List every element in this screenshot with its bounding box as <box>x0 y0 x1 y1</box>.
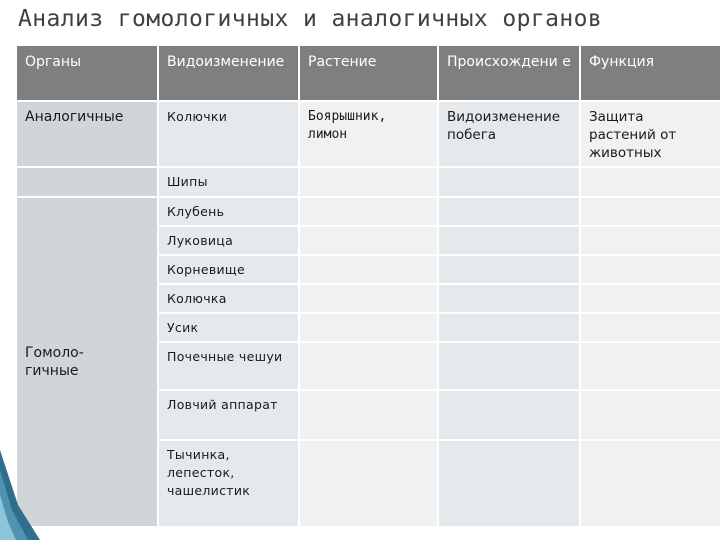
modification-cell: Колючки <box>158 101 299 167</box>
modification-cell: Шипы <box>158 167 299 196</box>
header-function: Функция <box>580 45 720 101</box>
function-cell <box>580 226 720 255</box>
origin-cell <box>438 313 580 342</box>
plant-cell: Боярышник, лимон <box>299 101 438 167</box>
header-organs: Органы <box>16 45 158 101</box>
group-homologous: Гомоло- гичные <box>16 197 158 527</box>
function-cell <box>580 440 720 527</box>
origin-cell <box>438 390 580 440</box>
plant-cell <box>299 313 438 342</box>
slide-title: Анализ гомологичных и аналогичных органов <box>18 6 603 32</box>
function-cell <box>580 167 720 196</box>
modification-cell: Колючка <box>158 284 299 313</box>
modification-cell: Ловчий аппарат <box>158 390 299 440</box>
modification-cell: Луковица <box>158 226 299 255</box>
function-cell <box>580 284 720 313</box>
header-origin: Происхождени е <box>438 45 580 101</box>
header-plant: Растение <box>299 45 438 101</box>
function-cell <box>580 313 720 342</box>
plant-cell <box>299 342 438 390</box>
modification-cell: Почечные чешуи <box>158 342 299 390</box>
function-cell <box>580 390 720 440</box>
function-cell: Защита растений от животных <box>580 101 720 167</box>
corner-decoration-icon <box>0 450 40 540</box>
group-empty-cell <box>16 167 158 196</box>
organs-analysis-table <box>15 44 720 528</box>
plant-cell <box>299 390 438 440</box>
header-modification: Видоизменение <box>158 45 299 101</box>
table-row <box>16 101 720 167</box>
table-row <box>16 167 720 196</box>
function-cell <box>580 255 720 284</box>
function-cell <box>580 342 720 390</box>
origin-cell <box>438 284 580 313</box>
plant-cell <box>299 440 438 527</box>
group-analogous: Аналогичные <box>16 101 158 167</box>
plant-cell <box>299 197 438 226</box>
origin-cell <box>438 255 580 284</box>
origin-cell: Видоизменение побега <box>438 101 580 167</box>
origin-cell <box>438 167 580 196</box>
origin-cell <box>438 342 580 390</box>
origin-cell <box>438 226 580 255</box>
origin-cell <box>438 440 580 527</box>
modification-cell: Клубень <box>158 197 299 226</box>
origin-cell <box>438 197 580 226</box>
plant-cell <box>299 226 438 255</box>
plant-cell <box>299 284 438 313</box>
table-row <box>16 197 720 226</box>
modification-cell: Усик <box>158 313 299 342</box>
modification-cell: Тычинка, лепесток, чашелистик <box>158 440 299 527</box>
plant-cell <box>299 167 438 196</box>
table-header-row <box>16 45 720 101</box>
plant-cell <box>299 255 438 284</box>
function-cell <box>580 197 720 226</box>
modification-cell: Корневище <box>158 255 299 284</box>
